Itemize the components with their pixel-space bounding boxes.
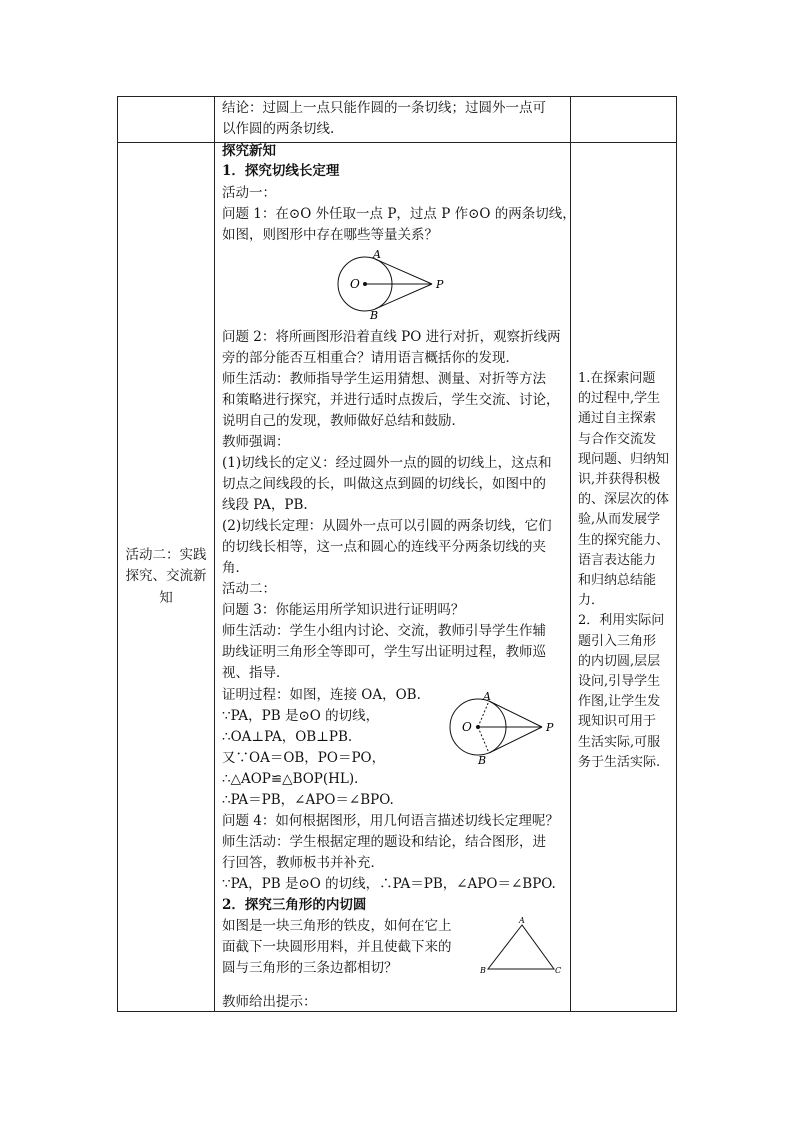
activity-2: 活动二： <box>222 581 276 597</box>
teacher-student-3-line-2: 行回答，教师板书并补充． <box>222 855 384 871</box>
question-4: 问题 4：如何根据图形，用几何语言描述切线长定理呢？ <box>222 813 559 829</box>
column-divider-2 <box>570 97 571 1011</box>
triangle-question-line-2: 面截下一块圆形用料，并且使截下来的 <box>222 939 452 955</box>
design-intent-notes: 1.在探索问题 的过程中,学生 通过自主探索 与合作交流发 现问题、归纳知 识,并获得积极 的、深层次的体 验,从而发展学 生的探究能力、 语言表达能力 和归纳总结能 力． 2．利用实际问 题引入三角形 的内切圆,层层 设问,引导学生 作图,让学生发 现知识可用于 生活实际,可服 务于生活实际. <box>578 371 670 770</box>
teacher-student-2-line-2: 助线证明三角形全等即可，学生写出证明过程，教师巡 <box>222 644 546 660</box>
proof-line-1: 证明过程：如图，连接 OA，OB. <box>222 687 421 703</box>
question-2-line-1: 问题 2：将所画图形沿着直线 PO 进行对折，观察折线两 <box>222 329 561 345</box>
proof-line-3: ∴OA⊥PA，OB⊥PB. <box>222 729 353 745</box>
triangle-question-line-3: 圆与三角形的三条边都相切？ <box>222 960 398 976</box>
teacher-emphasis: 教师强调： <box>222 434 290 450</box>
definition-2-line-3: 角． <box>222 560 249 576</box>
label-B-2: B <box>478 754 487 767</box>
lesson-table <box>117 96 677 1012</box>
section-1-title: 1．探究切线长定理 <box>222 163 340 179</box>
definition-1-line-3: 线段 PA，PB. <box>222 497 308 513</box>
label-A: A <box>373 248 381 261</box>
label-A-3: A <box>519 916 525 925</box>
triangle-figure <box>478 915 564 977</box>
definition-2-line-1: (2)切线长定理：从圆外一点可以引圆的两条切线，它们 <box>222 518 552 534</box>
activity-1: 活动一： <box>222 185 276 201</box>
definition-1-line-2: 切点之间线段的长，叫做这点到圆的切线长，如图中的 <box>222 476 546 492</box>
teacher-student-3-line-1: 师生活动：学生根据定理的题设和结论，结合图形，进 <box>222 834 546 850</box>
question-1-line-1: 问题 1：在⊙O 外任取一点 P，过点 P 作⊙O 的两条切线， <box>222 206 576 222</box>
proof-line-6: ∴PA＝PB，∠APO＝∠BPO. <box>222 792 394 808</box>
label-O-2: O <box>462 720 472 734</box>
label-O: O <box>350 277 360 291</box>
teacher-student-2-line-3: 视、指导． <box>222 665 290 681</box>
geometric-statement: ∵PA，PB 是⊙O 的切线，∴PA＝PB，∠APO＝∠BPO. <box>222 876 556 892</box>
proof-line-4: 又∵OA＝OB，PO＝PO， <box>222 750 386 766</box>
label-A-2: A <box>483 690 491 703</box>
label-C: C <box>555 966 562 975</box>
question-2-line-2: 旁的部分能否互相重合？请用语言概括你的发现． <box>222 350 519 366</box>
definition-1-line-1: (1)切线长的定义：经过圆外一点的圆的切线上，这点和 <box>222 455 552 471</box>
column-divider-1 <box>214 97 215 1011</box>
teacher-student-1-line-2: 和策略进行探究，并进行适时点拨后，学生交流、讨论， <box>222 392 560 408</box>
section-2-title: 2．探究三角形的内切圆 <box>222 897 367 913</box>
teacher-student-1-line-1: 师生活动：教师指导学生运用猜想、测量、对折等方法 <box>222 371 546 387</box>
label-P-2: P <box>546 721 554 734</box>
hint: 教师给出提示： <box>222 994 317 1010</box>
teacher-student-1-line-3: 说明自己的发现，教师做好总结和鼓励． <box>222 413 465 429</box>
proof-line-5: ∴△AOP≌△BOP(HL)． <box>222 771 368 787</box>
teacher-student-2-line-1: 师生活动：学生小组内讨论、交流，教师引导学生作辅 <box>222 623 546 639</box>
label-B-3: B <box>480 966 486 975</box>
heading: 探究新知 <box>222 143 276 159</box>
question-3: 问题 3：你能运用所学知识进行证明吗？ <box>222 602 465 618</box>
question-1-line-2: 如图，则图形中存在哪些等量关系？ <box>222 227 438 243</box>
proof-line-2: ∵PA，PB 是⊙O 的切线， <box>222 708 380 724</box>
tangent-figure-2 <box>438 689 568 767</box>
activity-label: 活动二：实践 探究、交流新 知 <box>125 546 207 606</box>
conclusion-line-2: 以作圆的两条切线. <box>222 121 335 137</box>
label-P: P <box>436 278 444 291</box>
triangle-question-line-1: 如图是一块三角形的铁皮，如何在它上 <box>222 918 452 934</box>
definition-2-line-2: 的切线长相等，这一点和圆心的连线平分两条切线的夹 <box>222 539 546 555</box>
conclusion-line-1: 结论：过圆上一点只能作圆的一条切线；过圆外一点可 <box>222 100 546 116</box>
label-B: B <box>370 309 379 319</box>
tangent-figure-1 <box>328 247 458 319</box>
